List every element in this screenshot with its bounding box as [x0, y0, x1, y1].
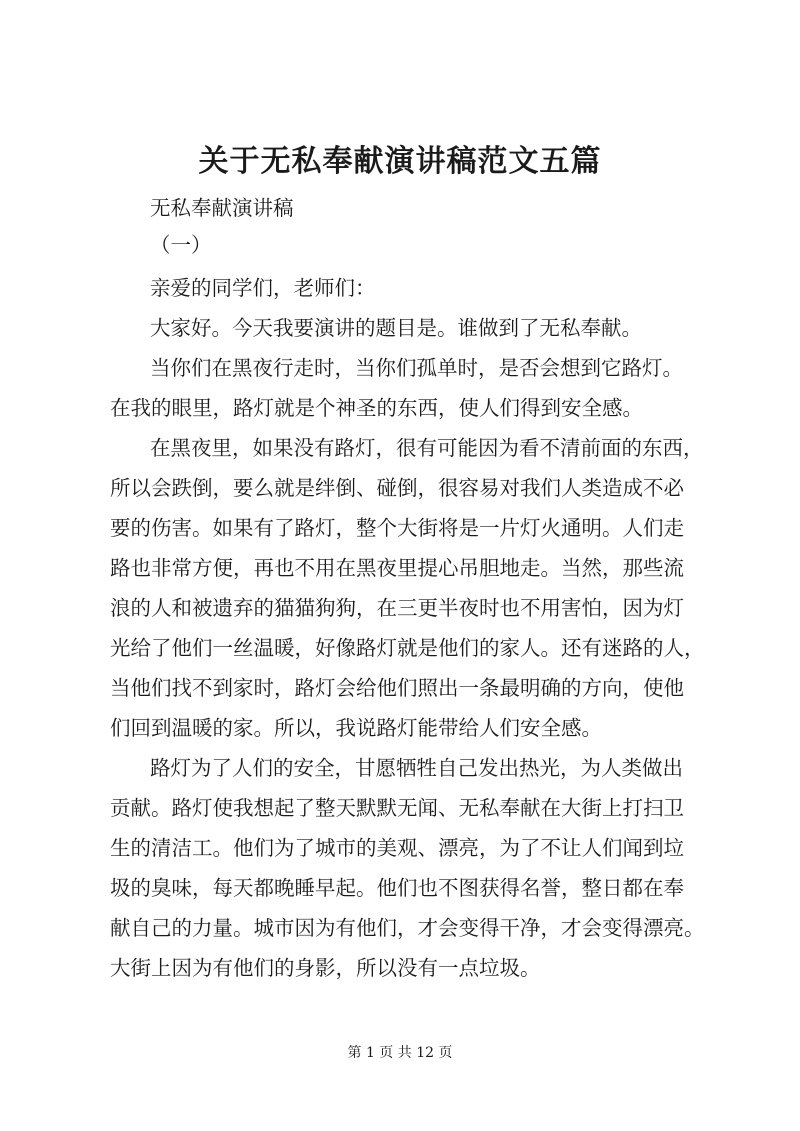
paragraph-line: 亲爱的同学们，老师们：: [150, 276, 376, 300]
paragraph-line: 圾的臭味，每天都晚睡早起。他们也不图获得名誉，整日都在奉: [110, 876, 684, 900]
paragraph-line: 要的伤害。如果有了路灯，整个大街将是一片灯火通明。人们走: [110, 516, 684, 540]
paragraph-line: 在我的眼里，路灯就是个神圣的东西，使人们得到安全感。: [110, 396, 643, 420]
paragraph-line: 在黑夜里，如果没有路灯，很有可能因为看不清前面的东西，: [150, 436, 704, 460]
paragraph-line: 当你们在黑夜行走时，当你们孤单时，是否会想到它路灯。: [150, 356, 683, 380]
paragraph-line: 路也非常方便，再也不用在黑夜里提心吊胆地走。当然，那些流: [110, 556, 684, 580]
paragraph-line: 们回到温暖的家。所以，我说路灯能带给人们安全感。: [110, 716, 602, 740]
paragraph-line: 无私奉献演讲稿: [150, 196, 294, 220]
document-title: 关于无私奉献演讲稿范文五篇: [198, 144, 602, 179]
paragraph-line: 当他们找不到家时，路灯会给他们照出一条最明确的方向，使他: [110, 676, 684, 700]
page-number-footer: 第 1 页 共 12 页: [347, 1045, 453, 1061]
paragraph-line: 所以会跌倒，要么就是绊倒、碰倒，很容易对我们人类造成不必: [110, 476, 684, 500]
paragraph-line: 路灯为了人们的安全，甘愿牺牲自己发出热光，为人类做出: [150, 756, 683, 780]
paragraph-line: 贡献。路灯使我想起了整天默默无闻、无私奉献在大街上打扫卫: [110, 796, 684, 820]
paragraph-line: 献自己的力量。城市因为有他们，才会变得干净，才会变得漂亮。: [110, 916, 705, 940]
paragraph-line: （一）: [150, 233, 212, 257]
paragraph-line: 大街上因为有他们的身影，所以没有一点垃圾。: [110, 956, 541, 980]
paragraph-line: 浪的人和被遗弃的猫猫狗狗，在三更半夜时也不用害怕，因为灯: [110, 596, 684, 620]
paragraph-line: 生的清洁工。他们为了城市的美观、漂亮，为了不让人们闻到垃: [110, 836, 684, 860]
paragraph-line: 光给了他们一丝温暖，好像路灯就是他们的家人。还有迷路的人，: [110, 636, 705, 660]
paragraph-line: 大家好。今天我要演讲的题目是。谁做到了无私奉献。: [150, 316, 642, 340]
